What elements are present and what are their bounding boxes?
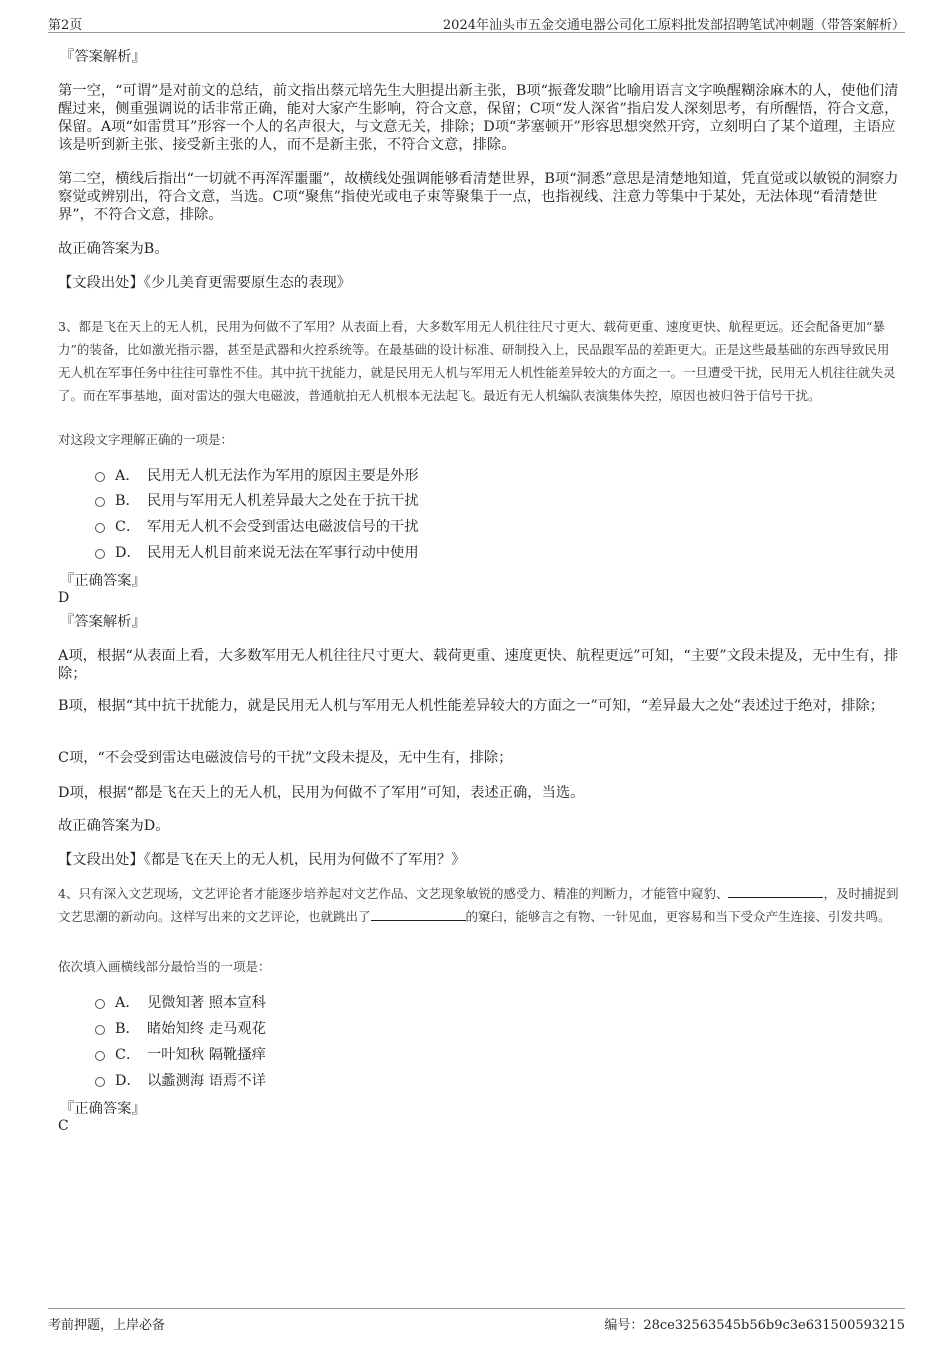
question-stem: 4、只有深入文艺现场，文艺评论者才能逐步培养起对文艺作品、文艺现象敏锐的感受力、精准的判断力，才能管中窥豹、 ，及时捕捉到文艺思潮的新动向。这样写出来的文艺评论，也就跳出了 的窠臼，能够言之有物、一针见血，更容易和当下受众产生连接、引发共鸣。 xyxy=(58,886,899,924)
radio-icon[interactable] xyxy=(95,472,105,482)
analysis-paragraph: 第二空，横线后指出“一切就不再浑浑噩噩”，故横线处强调能够看清楚世界，B项“洞悉”意思是清楚地知道，凭直觉或以敏锐的洞察力察觉或辨别出，符合文意，当选。C项“聚焦”指使光或电子束等聚集于一点，也指视线、注意力等集中于某处，无法体现“看清楚世界”，不符合文意，排除。 xyxy=(58,171,899,223)
option-a[interactable]: A． 见微知著 照本宣科 xyxy=(95,994,266,1012)
question-stem: 3、都是飞在天上的无人机，民用为何做不了军用？从表面上看，大多数军用无人机往往尺寸更大、载荷更重、速度更快、航程更远。还会配备更加“暴力”的装备，比如激光指示器，甚至是武器和火控系统等。在最基础的设计标准、研制投入上，民品跟军品的差距更大。正是这些最基础的东西导致民用无人机在军事任务中往往可靠性不佳。其中抗干扰能力，就是民用无人机与军用无人机性能差异较大的方面之一。一旦遭受干扰，民用无人机往往就失灵了。而在军事基地，面对雷达的强大电磁波，普通航拍无人机根本无法起飞。最近有无人机编队表演集体失控，原因也被归咎于信号干扰。 xyxy=(58,319,896,403)
analysis-paragraph: 第一空，“可谓”是对前文的总结，前文指出蔡元培先生大胆提出新主张，B项“振聋发聩”比喻用语言文字唤醒糊涂麻木的人，使他们清醒过来，侧重强调说的话非常正确，能对大家产生影响，符合文意，保留；C项“发人深省”指启发人深刻思考，有所醒悟，符合文意，保留。A项“如雷贯耳”形容一个人的名声很大，与文意无关，排除；D项“茅塞顿开”形容思想突然开窍，立刻明白了某个道理，主语应该是听到新主张、接受新主张的人，而不是新主张，不符合文意，排除。 xyxy=(58,83,899,153)
option-c[interactable]: C． 军用无人机不会受到雷达电磁波信号的干扰 xyxy=(95,518,419,536)
source: 【文段出处】《少儿美育更需要原生态的表现》 xyxy=(58,275,352,291)
document-id: 编号：28ce32563545b56b9c3e631500593215 xyxy=(604,1318,905,1333)
option-b[interactable]: B． 民用与军用无人机差异最大之处在于抗干扰 xyxy=(95,492,419,510)
option-c[interactable]: C． 一叶知秋 隔靴搔痒 xyxy=(95,1046,266,1064)
radio-icon[interactable] xyxy=(95,523,105,533)
analysis-item: A项，根据“从表面上看，大多数军用无人机往往尺寸更大、载荷更重、速度更快、航程更远”可知，“主要”文段未提及，无中生有，排除； xyxy=(58,648,899,682)
answer-value: C xyxy=(58,1118,69,1134)
option-b[interactable]: B． 睹始知终 走马观花 xyxy=(95,1020,266,1038)
page-footer xyxy=(48,1308,905,1331)
footer-slogan: 考前押题，上岸必备 xyxy=(48,1318,166,1333)
conclusion: 故正确答案为B。 xyxy=(58,241,169,257)
document-title: 2024年汕头市五金交通电器公司化工原料批发部招聘笔试冲刺题（带答案解析） xyxy=(442,18,905,33)
option-d[interactable]: D． 以蠡测海 语焉不详 xyxy=(95,1072,266,1090)
analysis-item: C项，“不会受到雷达电磁波信号的干扰”文段未提及，无中生有，排除； xyxy=(58,750,513,766)
radio-icon[interactable] xyxy=(95,549,105,559)
page-header xyxy=(48,12,905,33)
blank-line xyxy=(728,885,823,898)
question-prompt: 对这段文字理解正确的一项是： xyxy=(58,432,234,447)
analysis-label: 『答案解析』 xyxy=(60,614,146,630)
analysis-label: 『答案解析』 xyxy=(60,49,146,65)
option-d[interactable]: D． 民用无人机目前来说无法在军事行动中使用 xyxy=(95,544,419,562)
answer-label: 『正确答案』 xyxy=(60,1101,146,1117)
radio-icon[interactable] xyxy=(95,497,105,507)
question-prompt: 依次填入画横线部分最恰当的一项是： xyxy=(58,959,271,974)
radio-icon[interactable] xyxy=(95,1051,105,1061)
radio-icon[interactable] xyxy=(95,1077,105,1087)
radio-icon[interactable] xyxy=(95,999,105,1009)
analysis-item: D项，根据“都是飞在天上的无人机，民用为何做不了军用”可知，表述正确，当选。 xyxy=(58,785,585,801)
page-number: 第2页 xyxy=(48,18,83,33)
source: 【文段出处】《都是飞在天上的无人机，民用为何做不了军用？》 xyxy=(58,852,466,868)
blank-line xyxy=(371,908,466,921)
analysis-item: B项，根据“其中抗干扰能力，就是民用无人机与军用无人机性能差异较大的方面之一”可知，“差异最大之处”表述过于绝对，排除； xyxy=(58,698,885,714)
answer-label: 『正确答案』 xyxy=(60,573,146,589)
answer-value: D xyxy=(58,590,70,606)
radio-icon[interactable] xyxy=(95,1025,105,1035)
conclusion: 故正确答案为D。 xyxy=(58,818,170,834)
option-a[interactable]: A． 民用无人机无法作为军用的原因主要是外形 xyxy=(95,467,419,485)
